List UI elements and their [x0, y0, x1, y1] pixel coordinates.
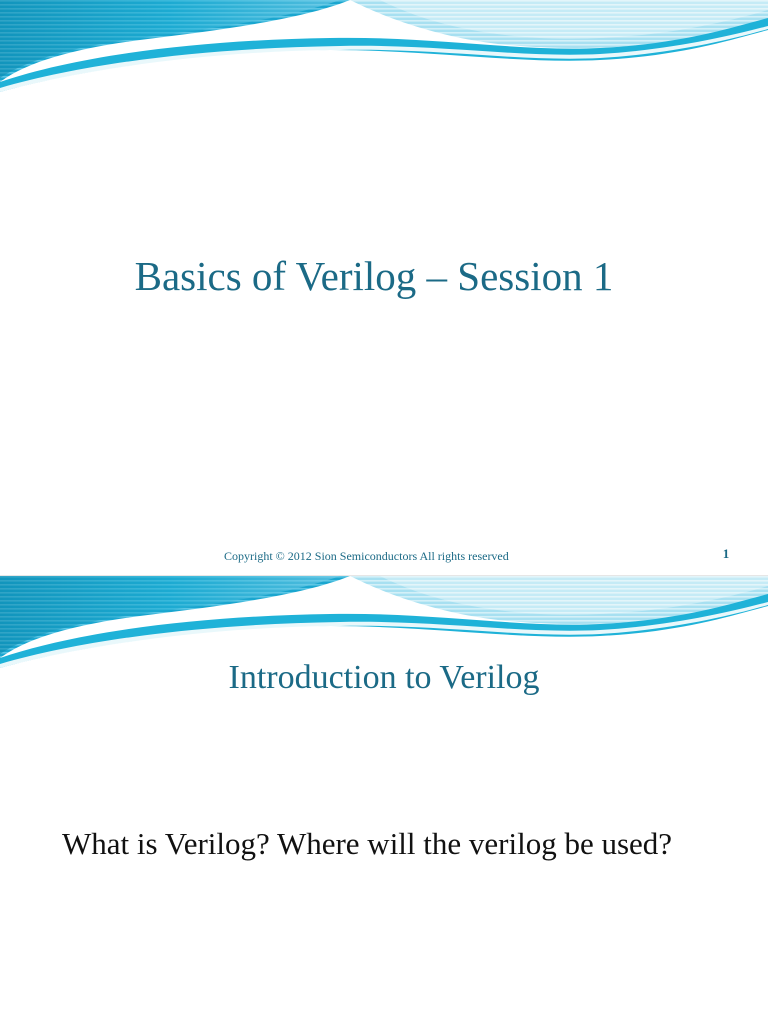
page-number: 1	[722, 546, 730, 561]
slide-title: Introduction to Verilog	[228, 659, 540, 696]
slide-2	[0, 576, 768, 1024]
wave-header-graphic	[0, 0, 768, 100]
slide-body-text: What is Verilog? Where will the verilog be used?	[62, 826, 673, 861]
footer-copyright: Copyright © 2012 Sion Semiconductors All rights reserved	[224, 549, 509, 563]
slide-title: Basics of Verilog – Session 1	[134, 253, 614, 299]
